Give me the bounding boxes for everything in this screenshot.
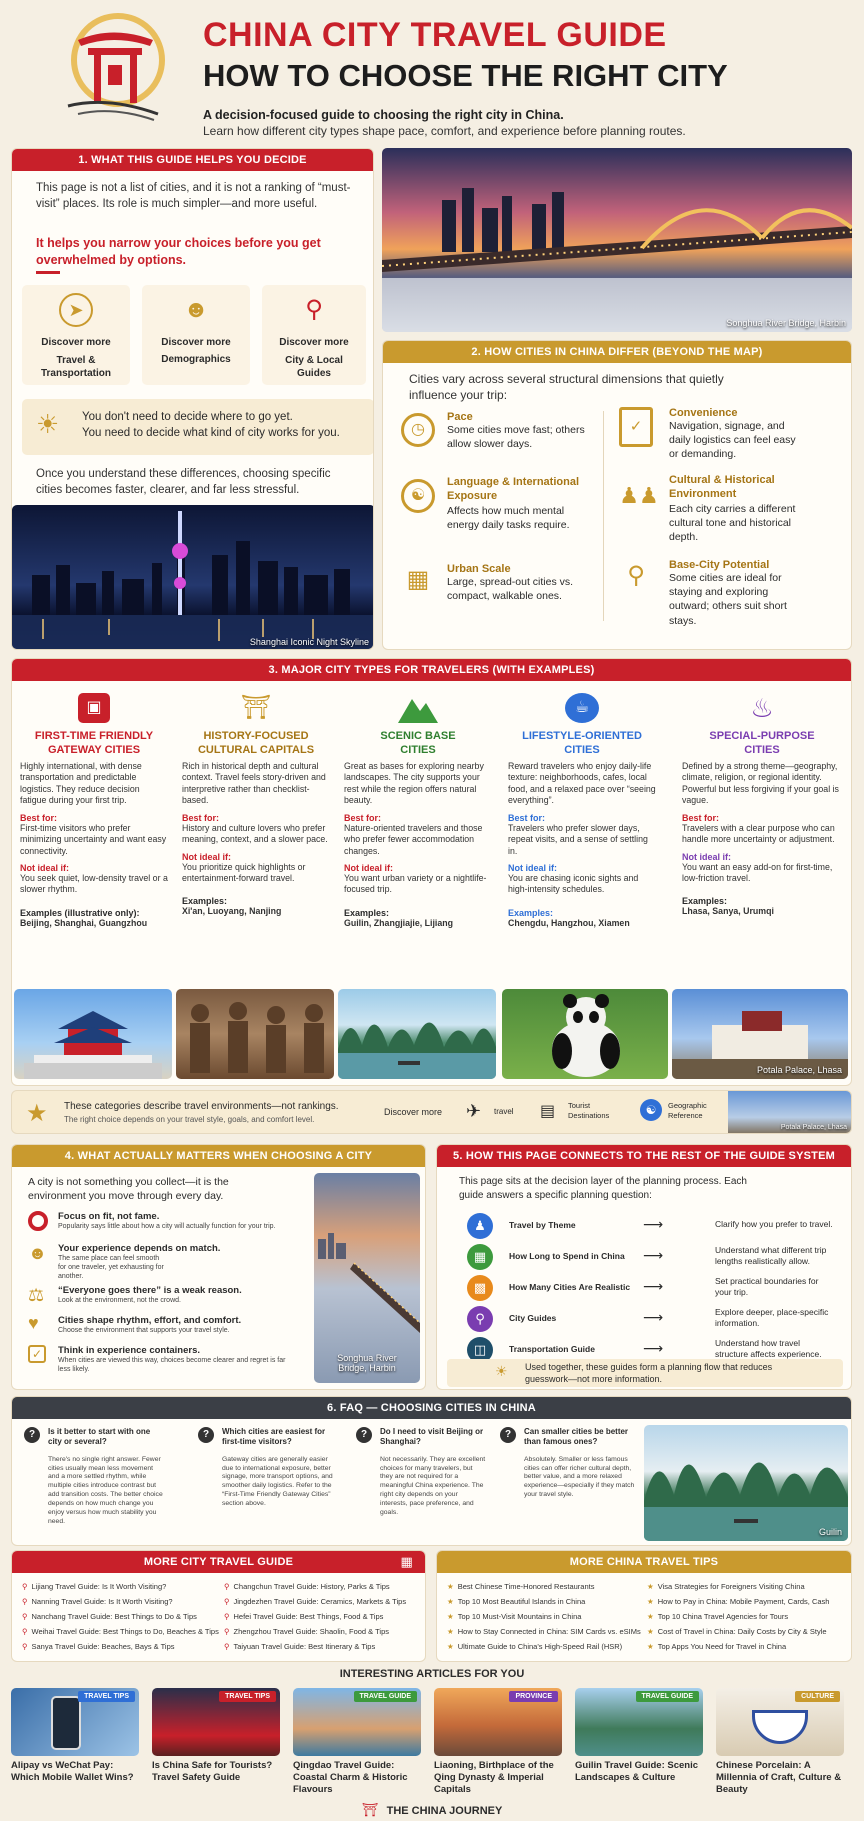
factor-title: Base-City Potential	[669, 559, 770, 571]
airplane-icon: ✈	[466, 1101, 482, 1121]
photo-caption: Guilin	[818, 1527, 842, 1537]
section-intro: A city is not something you collect—it is the environment you move through every day.	[28, 1176, 229, 1203]
travel-tip-link[interactable]: ★ Top 10 Most Beautiful Islands in China	[447, 1597, 586, 1606]
checklist-icon: ✓	[619, 407, 653, 447]
section-title-text: MORE CITY TRAVEL GUIDE	[143, 1556, 294, 1568]
matter-desc: The same place can feel smooth for one traveler, yet exhausting for another.	[58, 1255, 164, 1281]
section-title: 1. WHAT THIS GUIDE HELPS YOU DECIDE	[12, 149, 373, 171]
section-title: MORE CHINA TRAVEL TIPS	[437, 1551, 851, 1573]
faq-question: Do I need to visit Beijing or Shanghai?	[380, 1427, 484, 1447]
section-paragraph: This page is not a list of cities, and it is not a ranking of “must-visit” places. Its role is much simpler—and more useful.	[36, 182, 351, 210]
factor-title: Urban Scale	[447, 563, 511, 575]
matter-item	[28, 1243, 318, 1281]
type-examples: Xi'an, Luoyang, Nanjing	[182, 906, 282, 917]
matter-title: Focus on fit, not fame.	[58, 1211, 160, 1222]
city-guide-link[interactable]: ⚲ Nanchang Travel Guide: Best Things to Do & Tips	[22, 1612, 197, 1621]
tourist-destinations-link[interactable]: Tourist Destinations	[568, 1101, 610, 1120]
faq-item	[198, 1427, 338, 1509]
geographic-reference-link[interactable]: Geographic Reference	[668, 1101, 707, 1120]
article-title: Is China Safe for Tourists? Travel Safety Guide	[152, 1760, 273, 1783]
matter-item	[28, 1285, 318, 1305]
travel-tip-link[interactable]: ★ Top 10 Must-Visit Mountains in China	[447, 1612, 582, 1621]
article-tag: CULTURE	[795, 1691, 840, 1702]
factor-desc: Large, spread-out cities vs. compact, walkable ones.	[447, 576, 574, 603]
article-title: Qingdao Travel Guide: Coastal Charm & Historic Flavours	[293, 1760, 408, 1795]
article-title: Alipay vs WeChat Pay: Which Mobile Wallet Wins?	[11, 1760, 134, 1783]
shanghai-skyline-photo	[12, 505, 374, 650]
type-desc: Great as bases for exploring nearby landscapes. The city supports your rest while the region offers natural beauty.	[344, 761, 484, 806]
factor-desc: Some cities are ideal for staying and exploring outward; others suit short stays.	[669, 572, 787, 627]
city-skyline-icon: ▦	[400, 1554, 413, 1569]
type-best: First-time visitors who prefer minimizing uncertainty and want easy connectivity.	[20, 822, 167, 856]
categories-note-bar	[11, 1090, 852, 1134]
type-examples: Beijing, Shanghai, Guangzhou	[20, 917, 148, 928]
not-ideal-label: Not ideal if:	[344, 862, 393, 873]
discover-more-label: Discover more	[279, 337, 349, 348]
coffee-cup-icon: ☕	[565, 693, 599, 723]
guide-desc: Set practical boundaries for your trip.	[715, 1276, 819, 1297]
factor-desc: Navigation, signage, and daily logistics can feel easy or demanding.	[669, 420, 796, 461]
section-title	[12, 1551, 425, 1573]
question-icon: ?	[356, 1427, 372, 1443]
not-ideal-label: Not ideal if:	[182, 851, 231, 862]
article-card[interactable]	[293, 1688, 421, 1800]
tip-line-1: You don't need to decide where to go yet.	[82, 411, 293, 423]
type-not-ideal: You are chasing iconic sights and high-intensity schedules.	[508, 872, 639, 895]
section-title: 4. WHAT ACTUALLY MATTERS WHEN CHOOSING A CITY	[12, 1145, 425, 1167]
guide-name: Transportation Guide	[509, 1344, 595, 1354]
travel-tip-link[interactable]: ★ Visa Strategies for Foreigners Visiting China	[647, 1582, 805, 1591]
city-guide-link[interactable]: ⚲ Lijiang Travel Guide: Is It Worth Visiting?	[22, 1582, 167, 1591]
arrow-right-icon: ⟶	[643, 1309, 664, 1325]
factor-urban-scale	[401, 563, 596, 603]
logo	[58, 10, 168, 122]
matter-title: Your experience depends on match.	[58, 1243, 221, 1254]
matter-item	[28, 1345, 288, 1374]
article-title: Liaoning, Birthplace of the Qing Dynasty & Imperial Capitals	[434, 1760, 554, 1795]
type-examples: Lhasa, Sanya, Urumqi	[682, 906, 774, 917]
travel-tip-link[interactable]: ★ How to Pay in China: Mobile Payment, Cards, Cash	[647, 1597, 830, 1606]
footer-logo-icon: ⛩	[361, 1802, 379, 1817]
calendar-icon: ▦	[467, 1244, 493, 1270]
buildings-icon: ▦	[406, 566, 430, 593]
intro-bold: A decision-focused guide to choosing the right city in China.	[203, 108, 564, 122]
type-desc: Reward travelers who enjoy daily-life texture: neighborhoods, cafes, local food, and a relaxed pace over “seeing everything”.	[508, 761, 656, 806]
temple-of-heaven-photo	[14, 989, 172, 1079]
faq-item	[356, 1427, 486, 1518]
travel-link[interactable]: travel	[494, 1107, 514, 1116]
type-title: HISTORY-FOCUSED CULTURAL CAPITALS	[197, 730, 315, 757]
section-differ	[382, 340, 852, 650]
type-desc: Highly international, with dense transportation and predictable logistics. They reduce decision fatigue during your first trip.	[20, 761, 142, 806]
article-card[interactable]	[434, 1688, 562, 1800]
discover-card-travel[interactable]	[22, 285, 130, 385]
porcelain-cup-icon	[752, 1710, 808, 1744]
factor-base-city	[619, 559, 844, 628]
best-label: Best for:	[682, 812, 720, 823]
travel-tip-link[interactable]: ★ Ultimate Guide to China's High-Speed Rail (HSR)	[447, 1642, 623, 1651]
article-card[interactable]	[11, 1688, 139, 1800]
mountain-icon	[398, 693, 438, 723]
travel-tip-link[interactable]: ★ Cost of Travel in China: Daily Costs by City & Style	[647, 1627, 827, 1636]
terracotta-warriors-photo	[176, 989, 334, 1079]
type-title: SCENIC BASE CITIES	[380, 730, 456, 757]
star-icon: ★	[26, 1100, 48, 1127]
type-title: FIRST-TIME FRIENDLY GATEWAY CITIES	[34, 730, 154, 757]
heart-icon: ♥	[28, 1313, 39, 1333]
factor-desc: Affects how much mental energy daily tasks require.	[447, 504, 570, 531]
section-title: 5. HOW THIS PAGE CONNECTS TO THE REST OF THE GUIDE SYSTEM	[437, 1145, 851, 1167]
city-guide-link[interactable]: ⚲ Taiyuan Travel Guide: Best Itinerary & Tips	[224, 1642, 376, 1651]
factor-pace	[401, 411, 596, 451]
faq-answer: Absolutely. Smaller or less famous cities can offer richer cultural depth, better value, and a more relaxed experience—especially if they match your travel style.	[524, 1455, 635, 1499]
lightbulb-icon: ☀	[36, 409, 60, 439]
article-title: Chinese Porcelain: A Millennia of Craft, Culture & Beauty	[716, 1760, 842, 1795]
guide-name: Travel by Theme	[509, 1220, 576, 1230]
best-label: Best for:	[182, 812, 220, 823]
best-label: Best for:	[20, 812, 58, 823]
travel-tip-link[interactable]: ★ How to Stay Connected in China: SIM Cards vs. eSIMs	[447, 1627, 641, 1636]
camera-icon: ▤	[540, 1103, 556, 1120]
tip-line-2: You need to decide what kind of city works for you.	[82, 427, 340, 439]
person-icon: ☻	[28, 1243, 47, 1263]
type-not-ideal: You want an easy add-on for first-time, low-friction travel.	[682, 861, 833, 883]
travel-tip-link[interactable]: ★ Best Chinese Time-Honored Restaurants	[447, 1582, 595, 1591]
arrow-right-icon: ⟶	[643, 1340, 664, 1356]
section-intro: Cities vary across several structural dimensions that quietly influence your trip:	[409, 372, 724, 403]
potala-thumbnail	[728, 1091, 852, 1134]
section-guide-system	[436, 1144, 852, 1390]
type-title: LIFESTYLE-ORIENTED CITIES	[522, 730, 642, 757]
factor-desc: Some cities move fast; others allow slower days.	[447, 424, 585, 451]
examples-label: Examples (illustrative only):	[20, 907, 140, 918]
phone-icon	[51, 1696, 81, 1750]
type-not-ideal: You prioritize quick highlights or entertainment-forward travel.	[182, 861, 306, 883]
photo-caption: Potala Palace, Lhasa	[756, 1065, 842, 1075]
question-icon: ?	[24, 1427, 40, 1443]
matter-item	[28, 1315, 318, 1335]
note-line-2: The right choice depends on your travel style, goals, and comfort level.	[64, 1115, 315, 1124]
article-card[interactable]	[152, 1688, 280, 1800]
travel-tip-link[interactable]: ★ Top Apps You Need for Travel in China	[647, 1642, 787, 1651]
faq-item	[24, 1427, 164, 1526]
examples-label: Examples:	[682, 896, 728, 907]
map-pin-icon: ⚲	[305, 296, 323, 323]
tip-box	[22, 399, 374, 455]
discover-more-label: Discover more	[41, 337, 111, 348]
photo-caption: Potala Palace, Lhasa	[780, 1124, 847, 1131]
clock-icon: ◷	[401, 413, 435, 447]
photo-caption: Shanghai Iconic Night Skyline	[249, 637, 369, 647]
matter-desc: When cities are viewed this way, choices become clearer and regret is far less likely.	[58, 1357, 286, 1374]
highlight-underline	[36, 271, 60, 274]
location-pin-icon: ⚲	[627, 562, 645, 589]
guilin-karst-photo	[644, 1425, 848, 1541]
city-guide-link[interactable]: ⚲ Jingdezhen Travel Guide: Ceramics, Markets & Tips	[224, 1597, 407, 1606]
article-tag: TRAVEL GUIDE	[354, 1691, 417, 1702]
potala-palace-photo	[672, 989, 848, 1079]
guide-desc: Understand how travel structure affects experience.	[715, 1338, 822, 1359]
articles-heading: INTERESTING ARTICLES FOR YOU	[339, 1668, 525, 1680]
scales-icon: ⚖	[28, 1285, 45, 1305]
city-guide-link[interactable]: ⚲ Nanning Travel Guide: Is It Worth Visiting?	[22, 1597, 173, 1606]
discover-card-label: Demographics	[161, 354, 231, 365]
guide-footer-note	[447, 1359, 843, 1387]
matter-title: Think in experience containers.	[58, 1345, 201, 1356]
examples-label: Examples:	[508, 907, 554, 918]
footer-note-text: Used together, these guides form a planning flow that reduces guesswork—not more information.	[525, 1362, 773, 1384]
section-title: 6. FAQ — CHOOSING CITIES IN CHINA	[12, 1397, 851, 1419]
bell-icon: ♨	[750, 693, 774, 723]
guide-desc: Explore deeper, place-specific information.	[715, 1307, 829, 1328]
not-ideal-label: Not ideal if:	[508, 862, 557, 873]
suitcase-icon: ▣	[78, 693, 110, 723]
highlight-text: It helps you narrow your choices before you get overwhelmed by options.	[36, 236, 321, 267]
not-ideal-label: Not ideal if:	[682, 851, 731, 862]
section-decide	[11, 148, 374, 650]
guide-row-theme[interactable]	[467, 1213, 837, 1239]
discover-card-label: Travel & Transportation	[40, 355, 111, 379]
examples-label: Examples:	[182, 896, 228, 907]
travel-tip-link[interactable]: ★ Top 10 China Travel Agencies for Tours	[647, 1612, 789, 1621]
type-desc: Rich in historical depth and cultural context. Travel feels story-driven and interpretive rather than checklist-based.	[182, 761, 326, 806]
city-guide-link[interactable]: ⚲ Zhengzhou Travel Guide: Shaolin, Food & Tips	[224, 1627, 390, 1636]
discover-more-label: Discover more	[161, 337, 231, 348]
type-best: Travelers with a clear purpose who can handle more uncertainty or adjustment.	[682, 822, 835, 845]
map-pin-icon: ⚲	[467, 1306, 493, 1332]
bar-chart-icon: ▩	[467, 1275, 493, 1301]
faq-question: Is it better to start with one city or several?	[48, 1427, 151, 1447]
footer-brand-text: THE CHINA JOURNEY	[386, 1805, 503, 1817]
guide-row-duration[interactable]	[467, 1244, 837, 1270]
discover-card-demographics[interactable]	[142, 285, 250, 385]
type-best: Nature-oriented travelers and those who prefer fewer accommodation changes.	[344, 822, 483, 856]
discover-card-city-guides[interactable]	[262, 285, 366, 385]
intro-text: Learn how different city types shape pace, comfort, and experience before planning routes.	[203, 124, 686, 138]
arrow-right-icon: ⟶	[643, 1216, 664, 1232]
type-title: SPECIAL-PURPOSE CITIES	[709, 730, 815, 757]
city-guide-link[interactable]: ⚲ Sanya Travel Guide: Beaches, Bays & Tips	[22, 1642, 175, 1651]
best-label: Best for:	[508, 812, 546, 823]
faq-item	[500, 1427, 640, 1500]
article-card[interactable]	[575, 1688, 703, 1800]
section-paragraph-2: Once you understand these differences, choosing specific cities becomes faster, clearer, and far less stressful.	[36, 468, 331, 496]
factor-cultural	[619, 473, 844, 544]
article-tag: TRAVEL TIPS	[78, 1691, 135, 1702]
guide-desc: Understand what different trip lengths realistically allow.	[715, 1245, 827, 1266]
type-not-ideal: You want urban variety or a nightlife-focused trip.	[344, 872, 487, 895]
article-image	[293, 1688, 421, 1756]
globe-icon: ☯	[401, 479, 435, 513]
section-title: 3. MAJOR CITY TYPES FOR TRAVELERS (WITH EXAMPLES)	[12, 659, 851, 681]
question-icon: ?	[500, 1427, 516, 1443]
faq-answer: Not necessarily. They are excellent choices for many travelers, but they are not required for a meaningful China experience. The right city depends on your interests, pace preference, and goals.	[380, 1455, 486, 1516]
city-guide-link[interactable]: ⚲ Changchun Travel Guide: History, Parks & Tips	[224, 1582, 390, 1591]
people-icon: ♟	[467, 1213, 493, 1239]
guilin-river-photo	[338, 989, 496, 1079]
discover-card-label: City & Local Guides	[285, 355, 343, 379]
column-divider	[603, 411, 604, 621]
section-city-types	[11, 658, 852, 1086]
globe-icon: ☯	[640, 1099, 662, 1121]
matter-desc: Choose the environment that supports your travel style.	[58, 1327, 230, 1334]
matter-title: “Everyone goes there” is a weak reason.	[58, 1285, 242, 1296]
note-line-1: These categories describe travel environments—not rankings.	[64, 1101, 339, 1112]
faq-answer: Gateway cities are generally easier due to international exposure, better signage, more transport options, and smoother daily logistics. Refer to the “First-Time Friendly Gateway Cities” section above.	[222, 1455, 333, 1507]
discover-more-label: Discover more	[384, 1107, 443, 1117]
lightbulb-icon: ☀	[495, 1363, 508, 1379]
factor-title: Cultural & Historical Environment	[669, 474, 775, 501]
guide-desc: Clarify how you prefer to travel.	[715, 1219, 833, 1229]
not-ideal-label: Not ideal if:	[20, 862, 69, 873]
article-card[interactable]	[716, 1688, 844, 1800]
matter-desc: Popularity says little about how a city will actually function for your trip.	[58, 1223, 276, 1230]
best-label: Best for:	[344, 812, 382, 823]
section-faq	[11, 1396, 852, 1546]
panda-photo	[502, 989, 668, 1079]
harbin-bridge-photo	[382, 148, 852, 332]
article-image	[11, 1688, 139, 1756]
faq-answer: There's no single right answer. Fewer cities usually mean less movement and a more settled rhythm, while multiple cities introduce contrast but add transition costs. The better choice depends on how much change you enjoy versus how much stability you need.	[48, 1455, 163, 1525]
photo-caption: Songhua River Bridge, Harbin	[337, 1353, 397, 1373]
more-travel-tips	[436, 1550, 852, 1662]
factor-desc: Each city carries a different cultural tone and historical depth.	[669, 502, 796, 543]
article-image	[716, 1688, 844, 1756]
harbin-river-photo	[314, 1173, 420, 1383]
guide-name: How Long to Spend in China	[509, 1251, 625, 1261]
temple-icon: ⛩	[240, 694, 272, 721]
city-guide-link[interactable]: ⚲ Hefei Travel Guide: Best Things, Food & Tips	[224, 1612, 384, 1621]
article-image	[152, 1688, 280, 1756]
type-desc: Defined by a strong theme—geography, climate, religion, or regional identity. Powerful but less forgiving if your goal is vague.	[682, 761, 839, 806]
factor-title: Pace	[447, 411, 473, 423]
factor-title: Convenience	[669, 407, 738, 419]
matter-title: Cities shape rhythm, effort, and comfort.	[58, 1315, 242, 1326]
type-not-ideal: You seek quiet, low-density travel or a slower rhythm.	[20, 872, 168, 895]
page-title: CHINA CITY TRAVEL GUIDE	[203, 16, 667, 54]
article-tag: PROVINCE	[509, 1691, 558, 1702]
arrow-right-icon: ⟶	[643, 1278, 664, 1294]
photo-caption: Songhua River Bridge, Harbin	[726, 318, 846, 328]
article-tag: TRAVEL GUIDE	[636, 1691, 699, 1702]
question-icon: ?	[198, 1427, 214, 1443]
city-guide-link[interactable]: ⚲ Weihai Travel Guide: Best Things to Do, Beaches & Tips	[22, 1627, 219, 1636]
section-intro: This page sits at the decision layer of the planning process. Each guide answers a specific planning question:	[459, 1176, 747, 1201]
checkbox-icon: ✓	[28, 1345, 46, 1363]
more-city-guides	[11, 1550, 426, 1662]
type-examples: Chengdu, Hangzhou, Xiamen	[508, 917, 630, 928]
page-subtitle: HOW TO CHOOSE THE RIGHT CITY	[203, 58, 728, 93]
footer-brand	[0, 1801, 864, 1819]
matter-desc: Look at the environment, not the crowd.	[58, 1297, 181, 1304]
arrow-right-icon: ⟶	[643, 1247, 664, 1263]
matter-item	[28, 1211, 318, 1231]
guide-name: How Many Cities Are Realistic	[509, 1282, 631, 1292]
examples-label: Examples:	[344, 907, 390, 918]
guide-row-how-many[interactable]	[467, 1275, 837, 1301]
guide-name: City Guides	[509, 1313, 557, 1323]
guide-row-city-guides[interactable]	[467, 1306, 837, 1332]
faq-question: Can smaller cities be better than famous ones?	[524, 1427, 629, 1447]
factor-title: Language & International Exposure	[447, 476, 580, 503]
type-best: Travelers who prefer slower days, repeat visits, and a sense of settling in.	[508, 822, 648, 856]
article-image	[434, 1688, 562, 1756]
faq-question: Which cities are easiest for first-time visitors?	[222, 1427, 326, 1447]
people-group-icon: ♟♟	[619, 483, 659, 508]
article-tag: TRAVEL TIPS	[219, 1691, 276, 1702]
type-examples: Guilin, Zhangjiajie, Lijiang	[344, 917, 453, 928]
section-title: 2. HOW CITIES IN CHINA DIFFER (BEYOND THE MAP)	[383, 341, 851, 363]
type-best: History and culture lovers who prefer meaning, context, and a slower pace.	[182, 822, 328, 845]
bus-icon: ◫	[467, 1337, 493, 1363]
article-image	[575, 1688, 703, 1756]
section-what-matters	[11, 1144, 426, 1390]
factor-convenience	[619, 407, 844, 462]
factor-language	[401, 475, 596, 532]
article-title: Guilin Travel Guide: Scenic Landscapes & Culture	[575, 1760, 699, 1783]
target-icon	[28, 1211, 48, 1231]
person-icon: ☻	[183, 296, 209, 323]
compass-icon: ➤	[59, 293, 93, 327]
